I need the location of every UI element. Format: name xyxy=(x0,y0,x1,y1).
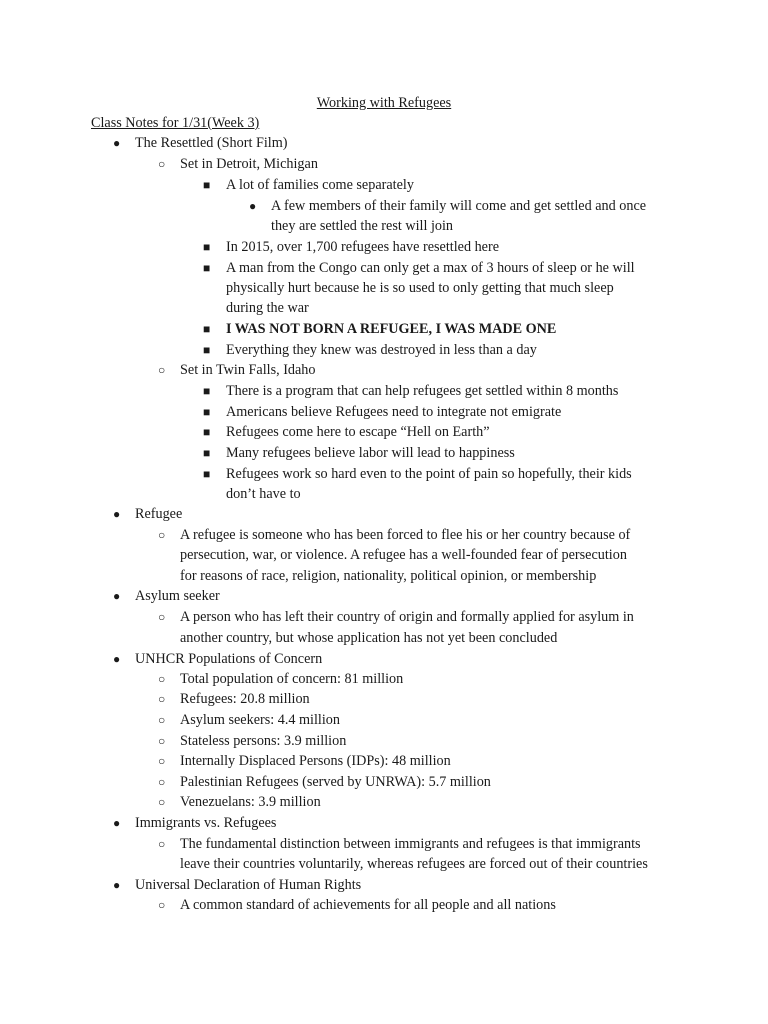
note-line: Venezuelans: 3.9 million xyxy=(180,794,321,810)
bullet-l2: ○ xyxy=(158,713,166,727)
bullet-l3: ■ xyxy=(203,343,211,357)
bullet-l3: ■ xyxy=(203,425,211,439)
note-line: A man from the Congo can only get a max of 3 hours of sleep or he will xyxy=(226,260,635,276)
bullet-l1: ● xyxy=(113,136,121,150)
note-line: Universal Declaration of Human Rights xyxy=(135,877,362,893)
note-line: Asylum seeker xyxy=(135,588,220,604)
bullet-l1: ● xyxy=(113,589,121,603)
bullet-l3: ■ xyxy=(203,467,211,481)
bullet-l2: ○ xyxy=(158,837,166,851)
bullet-l1: ● xyxy=(113,816,121,830)
note-line: Refugee xyxy=(135,506,183,522)
bullet-l3: ■ xyxy=(203,405,211,419)
note-line: A person who has left their country of origin and formally applied for asylum in xyxy=(180,609,634,625)
note-line: The Resettled (Short Film) xyxy=(135,135,288,151)
note-line: Refugees come here to escape “Hell on Earth” xyxy=(226,424,490,440)
note-line: during the war xyxy=(226,300,309,316)
note-line: Many refugees believe labor will lead to happiness xyxy=(226,445,515,461)
note-line: Set in Twin Falls, Idaho xyxy=(180,362,316,378)
note-line: for reasons of race, religion, nationality, political opinion, or membership xyxy=(180,568,597,584)
bullet-l2: ○ xyxy=(158,795,166,809)
note-line: There is a program that can help refugees get settled within 8 months xyxy=(226,383,619,399)
bullet-l2: ○ xyxy=(158,734,166,748)
bullet-l1: ● xyxy=(113,652,121,666)
note-line: Asylum seekers: 4.4 million xyxy=(180,712,340,728)
note-line: Americans believe Refugees need to integrate not emigrate xyxy=(226,404,562,420)
note-line: In 2015, over 1,700 refugees have resettled here xyxy=(226,239,499,255)
note-line: Set in Detroit, Michigan xyxy=(180,156,318,172)
bullet-l2: ○ xyxy=(158,672,166,686)
note-line: Internally Displaced Persons (IDPs): 48 million xyxy=(180,753,451,769)
note-line: Total population of concern: 81 million xyxy=(180,671,404,687)
bullet-l2: ○ xyxy=(158,610,166,624)
bullet-l2: ○ xyxy=(158,775,166,789)
bullet-l3: ■ xyxy=(203,322,211,336)
note-line: A refugee is someone who has been forced to flee his or her country because of xyxy=(180,527,631,543)
bullet-l3: ■ xyxy=(203,384,211,398)
note-line: don’t have to xyxy=(226,486,301,502)
note-line: A common standard of achievements for all people and all nations xyxy=(180,897,556,913)
note-line: A few members of their family will come and get settled and once xyxy=(271,198,647,214)
bullet-l2: ○ xyxy=(158,898,166,912)
bullet-l1: ● xyxy=(113,507,121,521)
bullet-l3: ■ xyxy=(203,178,211,192)
note-line: UNHCR Populations of Concern xyxy=(135,651,323,667)
note-line: leave their countries voluntarily, whereas refugees are forced out of their countries xyxy=(180,856,648,872)
note-line: Immigrants vs. Refugees xyxy=(135,815,277,831)
note-line-emphasis: I WAS NOT BORN A REFUGEE, I WAS MADE ONE xyxy=(226,321,557,337)
bullet-l2: ○ xyxy=(158,363,166,377)
bullet-l2: ○ xyxy=(158,528,166,542)
bullet-l3: ■ xyxy=(203,240,211,254)
document-title: Working with Refugees xyxy=(316,95,452,111)
note-line: Refugees work so hard even to the point of pain so hopefully, their kids xyxy=(226,466,632,482)
bullet-l3: ■ xyxy=(203,446,211,460)
bullet-l1: ● xyxy=(113,878,121,892)
note-line: Palestinian Refugees (served by UNRWA): 5.7 million xyxy=(180,774,491,790)
bullet-l2: ○ xyxy=(158,157,166,171)
bullet-l2: ○ xyxy=(158,692,166,706)
bullet-l3: ■ xyxy=(203,261,211,275)
note-line: Everything they knew was destroyed in less than a day xyxy=(226,342,537,358)
note-line: The fundamental distinction between immigrants and refugees is that immigrants xyxy=(180,836,641,852)
bullet-l4: ● xyxy=(249,199,257,213)
note-line: persecution, war, or violence. A refugee has a well-founded fear of persecution xyxy=(180,547,627,563)
note-line: Stateless persons: 3.9 million xyxy=(180,733,347,749)
section-heading: Class Notes for 1/31(Week 3) xyxy=(91,115,260,131)
bullet-l2: ○ xyxy=(158,754,166,768)
note-line: another country, but whose application has not yet been concluded xyxy=(180,630,558,646)
note-line: Refugees: 20.8 million xyxy=(180,691,310,707)
note-line: they are settled the rest will join xyxy=(271,218,454,234)
note-line: A lot of families come separately xyxy=(226,177,414,193)
note-line: physically hurt because he is so used to only getting that much sleep xyxy=(226,280,614,296)
